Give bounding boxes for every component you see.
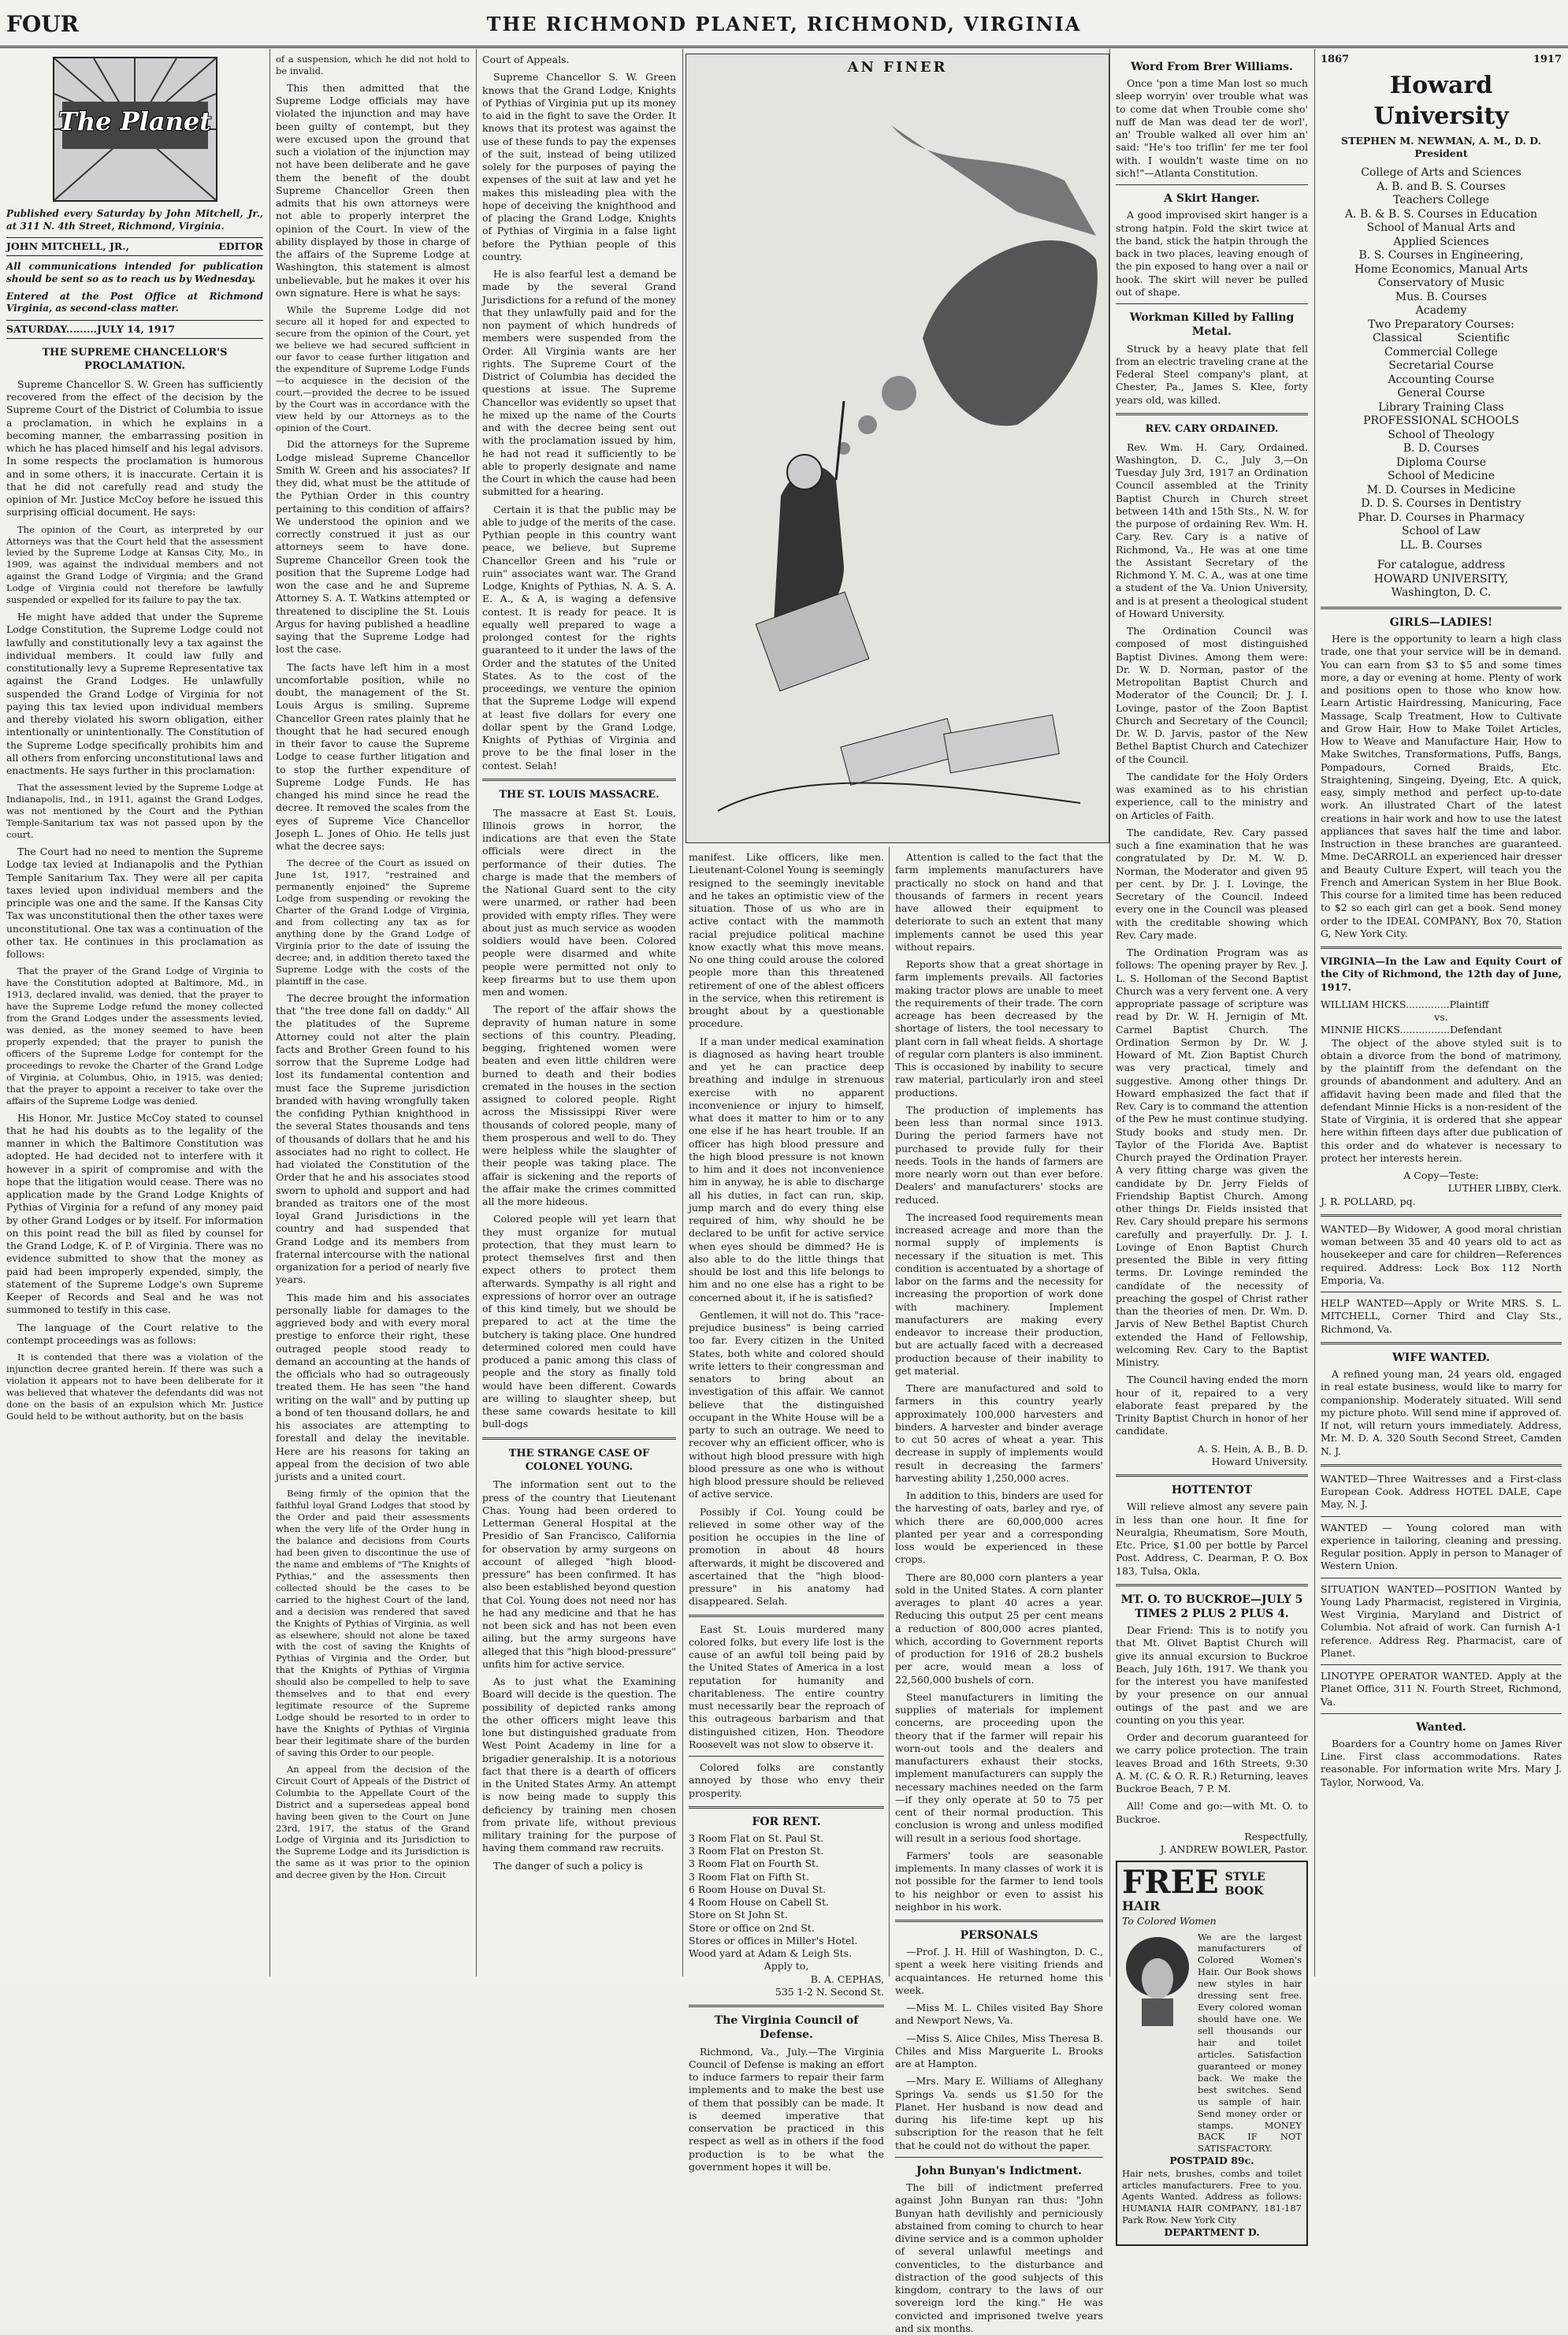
article-paragraph: There are 80,000 corn planters a year sold in the United States. A corn planter averages to plant 40 acres a year. Reducing this output 25 per cent means a reduction of 800,000 acres planted, which, according to Government reports of production for 1916 of 28.2 bushels per acre, would mean a loss of 22,560,000 bushels of corn. bbox=[895, 1571, 1103, 1686]
column-1 bbox=[6, 54, 263, 1969]
article-paragraph: The bill of indictment preferred against John Bunyan ran thus: "John Bunyan hath devilishly and perniciously abstained from coming to church to hear divine service and is a common upholder of several unlawful meetings and conventicles, to the disturbance and distraction of the good subjects of this kingdom, contrary to the laws of our sovereign lord the king." He was convicted and imprisoned twelve years and six months. bbox=[895, 2181, 1103, 2334]
course-line: School of Medicine bbox=[1388, 470, 1495, 483]
advert-text: Will relieve almost any severe pain in less than one hour. It fine for Neuralgia, Rheumatism, Sore Mouth, Etc. Price, $1.00 per bottle by Parcel Post. Address, C. Dearman, P. O. Box 183, Tulsa, Okla. bbox=[1116, 1500, 1308, 1577]
article-heading: A Skirt Hanger. bbox=[1164, 192, 1260, 206]
article-heading: The Virginia Council of Defense. bbox=[714, 2014, 859, 2042]
cartoon-title: AN FINER bbox=[847, 59, 948, 76]
article-paragraph: In addition to this, binders are used for the harvesting of oats, barley and rye, of which there are 60,000,000 acres planted per year and a corresponding loss would be experienced in these crops. bbox=[895, 1489, 1103, 1566]
article-heading: John Bunyan's Indictment. bbox=[916, 2164, 1082, 2177]
article-paragraph: The massacre at East St. Louis, Illinois grows in horror, the indications are that even the State officials were direct in the performance of their duties. The charge is made that the members of the National Guard sent to the city were unarmed, or rather had been provided with empty rifles. They were about just as much service as wooden soldiers would have been. Colored people were disarmed and white people were permitted not only to keep firearms but to use them upon men and women. bbox=[482, 806, 676, 998]
personal-item: —Miss M. L. Chiles visited Bay Shore and Newport News, Va. bbox=[895, 2002, 1103, 2027]
advert-heading: GIRLS—LADIES! bbox=[1389, 615, 1493, 629]
classified-ad: WANTED—Three Waitresses and a First-class European Cook. Address HOTEL DALE, Cape May, N. J. bbox=[1321, 1472, 1562, 1511]
advert-agents: Hair nets, brushes, combs and toilet articles manufacturers. Free to you. Agents Wanted. Address as follows: HUMANIA HAIR COMPANY, 181-187 Park Row. New York City bbox=[1122, 2167, 1302, 2226]
column-rule bbox=[476, 49, 477, 1976]
article-heading: THE SUPREME CHANCELLOR'S PROCLAMATION. bbox=[42, 347, 228, 372]
article-paragraph: Gentlemen, it will not do. This "race-prejudice business" is being carried too far. Every citizen in the United States, both white and colored should write letters to their congressman and senators to bring about an investigation of this affair. We cannot believe that the distinguished occupant in the White House will be a party to such an outrage. We need to recover why an efficient officer, who is without high blood pressure with high blood pressure as one who is without high blood pressure should be relieved of active service. bbox=[689, 1308, 884, 1500]
column-2 bbox=[276, 54, 470, 1969]
howard-course-list bbox=[1321, 166, 1562, 552]
advert-body bbox=[1122, 1932, 1302, 2155]
course-line: Conservatory of Music bbox=[1377, 277, 1505, 290]
divider bbox=[689, 1806, 884, 1809]
divider bbox=[1116, 303, 1308, 304]
advert-department: DEPARTMENT D. bbox=[1164, 2226, 1260, 2239]
entered-note: Entered at the Post Office at Richmond Virginia, as second-class matter. bbox=[6, 290, 263, 314]
hair-portrait-icon bbox=[1122, 1932, 1193, 2026]
article-paragraph: Supreme Chancellor S. W. Green has sufficiently recovered from the effect of the decision by the Supreme Court of the District of Columbia to issue a proclamation, in which he explains in a becoming manner, the embarrassing position in which he has placed himself and his legal advisors. In some respects the proclamation is humorous and in some others, it is inaccurate. Certain it is that he did not carefully read and study the opinion of Mr. Justice McCoy before he issued this surprising official document. He says: bbox=[6, 377, 263, 519]
quoted-paragraph: An appeal from the decision of the Circuit Court of Appeals of the District of Columbia to the Appellate Court of the District and a supersedeas appeal bond having been given to the Court on June 23rd, 1917, the status of the Grand Lodge of Virginia and its Jurisdiction to the Supreme Lodge and its Jurisdiction is the same as it was prior to the opinion and decree given by the Hon. Circuit bbox=[276, 1763, 470, 1881]
course-line: Secretarial Course bbox=[1388, 359, 1494, 373]
classified-ad: A refined young man, 24 years old, engaged in real estate business, would like to marry for companionship. Moderately situated. Will send my picture photo. Will send mine if approved of. If not, will return yours immediately. Address, Mr. M. D. A. 320 South Second Street, Camden N. J. bbox=[1321, 1368, 1562, 1457]
year-end: 1917 bbox=[1533, 54, 1562, 65]
column-7 bbox=[1321, 54, 1562, 1969]
article-paragraph: The facts have left him in a most uncomfortable position, while no doubt, the management of the St. Louis Argus is smiling. Supreme Chancellor Green rates plainly that he thought that he had secured enough in their favor to cause the Supreme Lodge to cease further litigation and to stop the further expenditure of Supreme Lodge Funds. He has changed his mind since he read the decree. It removed the scales from the eyes of Supreme Vice Chancellor Joseph L. Jones of Ohio. He tells just what the decree says: bbox=[276, 660, 470, 853]
legal-text: The object of the above styled suit is to obtain a divorce from the bond of matrimony, by the plaintiff from the defendant on the grounds of abandonment and adultery. And an affidavit having been made and filed that the defendant Minnie Hicks is a non-resident of the State of Virginia, it is ordered that she appear here within fifteen days after due publication of this order and do whatever is necessary to protect her interests herein. bbox=[1321, 1036, 1562, 1164]
divider bbox=[1321, 1464, 1562, 1467]
for-rent-item: Wood yard at Adam & Leigh Sts. bbox=[689, 1947, 853, 1960]
article-paragraph: This made him and his associates personally liable for damages to the aggrieved body and with every moral prestige to enforce their right, these outraged people stood ready to demand an accounting at the hands of the officials who had so outrageously treated them. He has seen "the hand writing on the wall" and by putting up a bond of ten thousand dollars, he and his associates are attempting to forestall and delay the inevitable. Here are his reasons for taking an appeal from the decision of two able jurists and a united court. bbox=[276, 1291, 470, 1482]
masthead-logo bbox=[53, 57, 217, 202]
article-paragraph: The Ordination Council was composed of most distinguished Baptist Divines. Among them were: Dr. W. D. Norman, pastor of the Metropolitan Baptist Church and Moderator of the Council; Dr. J. I. Lovinge, pastor of the Zoon Baptist Church and Secretary of the Council; Dr. W. D. Jarvis, pastor of the New Bethel Baptist Church and Catechizer of the Council. bbox=[1116, 625, 1308, 765]
course-line: School of Manual Arts and bbox=[1366, 221, 1516, 235]
course-line: College of Arts and Sciences bbox=[1361, 166, 1522, 180]
article-paragraph: His Honor, Mr. Justice McCoy stated to counsel that he had his doubts as to the legality of the manner in which the Baltimore Constitution was adopted. He had decided not to interfere with it however in a spirit of compromise and with the hope that the litigation would cease. There was no application made by the Grand Lodge Knights of Pythias of Virginia for a refund of any money paid by other Grand Lodges or by itself. For information on this point read the bill as filed by counsel for the Grand Lodge, K. of P. of Virginia. There was no evidence submitted to show that the money as paid had been improperly expended, simply, the statement of the Supreme Lodge's own Supreme Keeper of Records and Seal and he was not summoned to testify in this case. bbox=[6, 1111, 263, 1316]
course-line: Applied Sciences bbox=[1393, 235, 1489, 248]
page-header bbox=[0, 0, 1568, 48]
course-line: Mus. B. Courses bbox=[1395, 290, 1488, 303]
article-paragraph: Certain it is that the public may be able to judge of the merits of the case. Pythian people in this country want peace, we believe, but Supreme Chancellor Green and his "rule or ruin" associates want war. The Grand Lodge, Knights of Pythias, N. A. S. A. E. A., & A, is waging a defensive contest. It is ready for peace. It is equally well prepared to wage a prolonged contest for the rights guaranteed to it under the laws of the Order and the statutes of the United States. As to the cost of the proceedings, we venture the opinion that the Supreme Lodge will expend at least five dollars for every one dollar spent by the Grand Lodge, Knights of Pythias of Virginia and prove to be the final loser in the contest. Selah! bbox=[482, 503, 676, 772]
advert-header bbox=[1122, 1864, 1302, 1902]
column-rule bbox=[269, 49, 270, 1976]
article-paragraph: The candidate, Rev. Cary passed such a fine examination that he was congratulated by Dr. M. W. D. Norman, the Moderator and given 95 per cent. by Dr. J. I. Lovinge, the Secretary of the Council. Indeed every one in the Council was pleased with the creditable showing which Rev. Cary made. bbox=[1116, 826, 1308, 941]
classified-ad: SITUATION WANTED—POSITION Wanted by Young Lady Pharmacist, registered in Virginia, West Virginia, Maryland and District of Columbia. Not afraid of work. Can furnish A-1 reference. Address Reg. Pharmacist, care of Planet. bbox=[1321, 1582, 1562, 1659]
hair-advert bbox=[1116, 1861, 1308, 2245]
course-line: Commercial College bbox=[1384, 345, 1498, 359]
divider bbox=[1321, 1664, 1562, 1665]
issue-date: SATURDAY.........JULY 14, 1917 bbox=[6, 320, 263, 339]
divider bbox=[1321, 607, 1562, 609]
article-heading: MT. O. TO BUCKROE—JULY 5 TIMES 2 PLUS 2 PLUS 4. bbox=[1120, 1593, 1303, 1621]
article-paragraph: The candidate for the Holy Orders was examined as to his christian experience, call to the ministry and on Articles of Faith. bbox=[1116, 770, 1308, 821]
divider bbox=[1321, 1342, 1562, 1344]
article-paragraph: He might have added that under the Supreme Lodge Constitution, the Supreme Lodge could not lawfully and constitutionally levy a tax against the individual members. It could law fully and constitutionally levy a Supreme Representative tax against the Grand Lodges. He unlawfully suspended the Grand Lodge of Virginia for not paying this tax levied upon individual members and thereby violated his sworn obligation, either intentionally or unintentionally. The Constitution of the Supreme Lodge specifically prohibits him and all others from enforcing unconstitutional laws and enactments. He says further in this proclamation: bbox=[6, 611, 263, 777]
article-paragraph: Steel manufacturers in limiting the supplies of materials for implement concerns, are proceeding upon the theory that if the farmer will repair his worn-out tools and the dealers and manufacturers exhaust their stocks, implement manufacturers can supply the necessary machines needed on the farm—if they only operate at 50 to 75 per cent of their normal production. This conclusion is wrong and unless modified will result in a serious food shortage. bbox=[895, 1690, 1103, 1844]
newspaper-title: THE RICHMOND PLANET, RICHMOND, VIRGINIA bbox=[486, 13, 1082, 35]
for-rent-address: 535 1-2 N. Second St. bbox=[775, 1985, 884, 1998]
legal-defendant: MINNIE HICKS................Defendant bbox=[1321, 1024, 1503, 1036]
personal-item: —Mrs. Mary E. Williams of Alleghany Springs Va. sends us $1.50 for the Planet. Her husband is now dead and during his life-time kept up his subscription for the reason that he felt that he could not do without the paper. bbox=[895, 2075, 1103, 2151]
article-paragraph: East St. Louis murdered many colored folks, but every life lost is the cause of an awful toll being paid by the United States of America in a lost reputation for humanity and charitableness. The entire country must necessarily bear the reproach of this outrageous barbarism and that distinguished citizen, Hon. Theodore Roosevelt was not slow to observe it. bbox=[689, 1623, 884, 1750]
advert-free: FREE bbox=[1122, 1864, 1219, 1902]
article-paragraph: Colored people will yet learn that they must organize for mutual protection, that they must learn to protect themselves first and then expect others to protect them afterwards. Sympathy is all right and expressions of horror over an outrage of this kind timely, but we should be prepared to act at the time the butchery is taking place. One hundred determined colored men could have produced a panic among this class of people and the story as finally told would have been different. Cowards are willing to slaughter sheep, but these same cowards hesitate to kill bull-dogs bbox=[482, 1213, 676, 1430]
signature: Respectfully, bbox=[1244, 1830, 1308, 1842]
quoted-paragraph: That the assessment levied by the Supreme Lodge at Indianapolis, Ind., in 1911, against the Grand Lodges, was not mentioned by the Court and the Pythian Temple-Sanitarium tax was not passed upon by the court. bbox=[6, 782, 263, 841]
article-paragraph: The increased food requirements mean increased acreage and more than the normal supply of implements is necessary if the situation is met. This condition is accentuated by a shortage of labor on the farms and the necessity for increasing the proportion of work done with machinery. Implement manufacturers are making every endeavor to increase their production, but are actually faced with a decreased production because of their inability to get material. bbox=[895, 1210, 1103, 1377]
classified-ad: LINOTYPE OPERATOR WANTED. Apply at the Planet Office, 311 N. Fourth Street, Richmond, Va. bbox=[1321, 1670, 1562, 1708]
howard-president: STEPHEN M. NEWMAN, A. M., D. D. bbox=[1341, 134, 1541, 147]
article-paragraph: As to just what the Examining Board will decide is the question. The possibility of depicted ranks among the other officers might leave this lone but distinguished graduate from West Point Academy in line for a brigadier generalship. It is a notorious fact that there is a dearth of officers in the United States Army. An attempt is now being made to supply this deficiency by training men chosen from private life, without previous military training for the purpose of having them command raw recruits. bbox=[482, 1675, 676, 1854]
cartoon-illustration-icon bbox=[686, 54, 1109, 842]
for-rent-item: 6 Room House on Duval St. bbox=[689, 1883, 827, 1895]
course-line: A. B. and B. S. Courses bbox=[1377, 180, 1506, 193]
quoted-paragraph: The decree of the Court as issued on June 1st, 1917, "restrained and permanently enjoined" the Supreme Lodge from suspending or revoking the Charter of the Grand Lodge of Virginia, and from collecting any tax as for anything done by the Grand Lodge of Virginia prior to the date of issuing the decree; and, in addition thereto taxed the Supreme Lodge with the costs of the plaintiff in the case. bbox=[276, 857, 470, 987]
divider bbox=[482, 1437, 676, 1440]
for-rent-item: 3 Room Flat on Preston St. bbox=[689, 1845, 824, 1857]
for-rent-item: 3 Room Flat on Fourth St. bbox=[689, 1857, 819, 1870]
article-paragraph: Court of Appeals. bbox=[482, 54, 570, 65]
communications-note: All communications intended for publication should be sent so as to reach us by Wednesday. bbox=[6, 261, 263, 285]
catalog-line: Washington, D. C. bbox=[1391, 586, 1492, 600]
quoted-paragraph: Being firmly of the opinion that the faithful loyal Grand Lodges that stood by the Order and paid their assessments when the very life of the Order hung in the balance and decisions from Courts had been given to discontinue the use of the name and emblems of "The Knights of Pythias," and the assessments then collected should be the cases to be carried to the highest Court of the land, and a decision was rendered that saved the Knights of Pythias of Virginia, as well as elsewhere, should not alone be taxed with the cost of saving the Knights of Pythias of Virginia and the Order, but that the Knights of Pythias of Virginia should also be compelled to help to save themselves and to that end every legitimate resource of the Supreme Lodge should be resorted to in order to have the Knights of Pythias of Virginia bear their legitimate share of the burden of saving this Order to our people. bbox=[276, 1488, 470, 1758]
quoted-paragraph: That the prayer of the Grand Lodge of Virginia to have the Constitution adopted at Baltimore, Md., in 1913, declared invalid, was denied, that the prayer to have the Supreme Lodge refund the money collected from the Grand Lodges under the assessments levied, was denied, as the money seemed to have been properly expended; that the prayer to punish the officers of the Supreme Lodge for contempt for the proceedings to revoke the Charter of the Grand Lodge of Virginia, at Columbus, Ohio, in 1915, was denied; that the prayer to appoint a receiver to take over the affairs of the Supreme Lodge was denied. bbox=[6, 965, 263, 1106]
column-rule bbox=[889, 847, 890, 1976]
course-line: Teachers College bbox=[1393, 194, 1489, 207]
article-heading: THE ST. LOUIS MASSACRE. bbox=[499, 788, 660, 801]
classified-heading: WIFE WANTED. bbox=[1392, 1351, 1490, 1364]
legal-pq: J. R. POLLARD, pq. bbox=[1321, 1195, 1416, 1207]
course-line: Library Training Class bbox=[1378, 400, 1504, 414]
column-6 bbox=[1116, 54, 1308, 2239]
for-rent-item: Store or office on 2nd St. bbox=[689, 1921, 815, 1934]
article-paragraph: The production of implements has been less than normal since 1913. During the period farmers have not purchased to provide fully for their needs. Tools in the hands of farmers are more nearly worn out than ever before. Dealers' and manufacturers' stocks are reduced. bbox=[895, 1103, 1103, 1206]
advert-text: We are the largest manufacturers of Colored Women's Hair. Our Book shows new styles in hair dressing sent free. Every colored woman should have one. We sell thousands our hair and toilet articles. Satisfaction guaranteed or money back. We make the best switches. Send us sample of hair. Send money order or stamps. MONEY BACK IF NOT SATISFACTORY. bbox=[1198, 1931, 1302, 2155]
course-line: Home Economics, Manual Arts bbox=[1354, 262, 1528, 276]
course-line: B. S. Courses in Engineering, bbox=[1358, 249, 1524, 262]
course-line: A. B. & B. S. Courses in Education bbox=[1344, 207, 1538, 221]
classified-ad: HELP WANTED—Apply or Write MRS. S. L. MITCHELL, Corner Third and Clay Sts., Richmond, Va. bbox=[1321, 1297, 1562, 1335]
course-line: Phar. D. Courses in Pharmacy bbox=[1358, 511, 1525, 524]
howard-name: Howard University bbox=[1373, 71, 1509, 130]
page-number: FOUR bbox=[6, 11, 79, 37]
classified-heading: Wanted. bbox=[1416, 1720, 1466, 1734]
masthead-logo-text: The Planet bbox=[58, 106, 211, 136]
course-line: M. D. Courses in Medicine bbox=[1366, 483, 1516, 496]
article-paragraph: Order and decorum guaranteed for we carry police protection. The train leaves Broad and 16th Streets, 9:30 A. M. (C. & O. R. R.) Returning, leaves Buckroe Beach, 7 P. M. bbox=[1116, 1731, 1308, 1795]
legal-notice-title: VIRGINIA—In the Law and Equity Court of the City of Richmond, the 12th day of June, 1917. bbox=[1321, 955, 1562, 993]
course-line: Classical Scientific bbox=[1372, 332, 1510, 345]
for-rent-item: Stores or offices in Miller's Hotel. bbox=[689, 1934, 858, 1946]
article-paragraph: Struck by a heavy plate that fell from an electric traveling crane at the Federal Steel company's plant, at Chester, Pa., James S. Klee, forty years old, was killed. bbox=[1116, 342, 1308, 406]
column-4 bbox=[689, 851, 884, 2173]
signature: A. S. Hein, A. B., B. D. bbox=[1197, 1442, 1308, 1455]
course-line: LL. B. Courses bbox=[1399, 538, 1483, 552]
divider bbox=[895, 2157, 1103, 2158]
advert-hair: HAIR bbox=[1122, 1898, 1161, 1914]
article-paragraph: The language of the Court relative to the contempt proceedings was as follows: bbox=[6, 1321, 263, 1346]
divider bbox=[1116, 413, 1308, 415]
article-paragraph: The Court had no need to mention the Supreme Lodge tax levied at Indianapolis and the Pythian Temple Sanitarium Tax. They were all per capita taxes levied upon individual members and the principle was one and the same. If the Kansas City Tax was unconstitutional then the other taxes were unconstitutional. One tax was a continuation of the other tax. He continues in this proclamation as follows: bbox=[6, 846, 263, 961]
legal-vs: vs. bbox=[1434, 1011, 1448, 1024]
article-paragraph: Dear Friend: This is to notify you that Mt. Olivet Baptist Church will give its annual excursion to Buckroe Beach, July 16th, 1917. We thank you for the interest you have manifested by your presence on our annual outings of the past and we are counting on you this year. bbox=[1116, 1624, 1308, 1726]
course-line: Accounting Course bbox=[1388, 373, 1495, 386]
for-rent-item: 3 Room Flat on St. Paul St. bbox=[689, 1831, 824, 1844]
editor-line bbox=[6, 237, 263, 256]
article-paragraph: Attention is called to the fact that the farm implements manufacturers have practically no stock on hand and that thousands of farmers in recent years have allowed their equipment to deteriorate to such an extent that many implements cannot be used this year without repairs. bbox=[895, 851, 1103, 953]
article-paragraph: There are manufactured and sold to farmers in this country yearly approximately 100,000 harvesters and binders. A harvester and binder average to cut 50 acres of wheat a year. This decrease in supply of implements would result in decreasing the farmers' harvesting ability 1,250,000 acres. bbox=[895, 1382, 1103, 1484]
article-paragraph: This then admitted that the Supreme Lodge officials may have violated the injunction and may have been guilty of contempt, but they were excused upon the ground that such a violation of the injunction may not have been deliberate and he gave them the benefit of the doubt Supreme Chancellor Green then admits that his own attorneys were not able to properly interpret the opinion of the Court. In view of the ability displayed by those in charge of the affairs of the Supreme Lodge at Washington, this statement is almost unbelievable, but he makes it over his own signature. Here is what he says: bbox=[276, 81, 470, 299]
article-heading: THE STRANGE CASE OF COLONEL YOUNG. bbox=[508, 1447, 650, 1473]
for-rent-item: 4 Room House on Cabell St. bbox=[689, 1896, 829, 1909]
signature-affiliation: Howard University. bbox=[1211, 1455, 1308, 1467]
course-line: B. D. Courses bbox=[1403, 442, 1480, 455]
for-rent-item: 3 Room Flat on Fifth St. bbox=[689, 1870, 809, 1883]
article-paragraph: manifest. Like officers, like men. Lieutenant-Colonel Young is seemingly resigned to the seemingly inevitable and he takes an optimistic view of the situation. Those of us who are in active contact with the mammoth racial prejudice political machine know exactly what this move means. No one thing could arouse the colored people more than this threatened retirement of one of the ablest officers in the service, when this retirement is brought about by a questionable procedure. bbox=[689, 851, 884, 1030]
course-line: PROFESSIONAL SCHOOLS bbox=[1363, 415, 1519, 428]
howard-years bbox=[1321, 54, 1562, 67]
course-line: School of Law bbox=[1402, 525, 1481, 538]
divider bbox=[1321, 1214, 1562, 1217]
article-paragraph: of a suspension, which he did not hold to be invalid. bbox=[276, 54, 470, 76]
course-line: D. D. S. Courses in Dentistry bbox=[1361, 497, 1522, 511]
article-paragraph: Supreme Chancellor S. W. Green knows that the Grand Lodge, Knights of Pythias of Virginia put up its money to aid in the fight to save the Order. It knows that its protest was against the use of these funds to pay the expenses of the suit, instead of being utilized solely for the purposes of paying the expenses of the suit at law and yet he makes this misleading plea with the hope of deceiving the knighthood and of placing the Grand Lodge, Knights of Pythias of Virginia in a false light before the Pythian people of this country. bbox=[482, 71, 676, 262]
article-heading: REV. CARY ORDAINED. bbox=[1145, 422, 1279, 435]
divider bbox=[689, 1615, 884, 1617]
divider bbox=[482, 779, 676, 781]
column-rule bbox=[1314, 49, 1315, 1976]
classified-ad: WANTED — Young colored man with experience in tailoring, cleaning and pressing. Regular position. Apply in person to Manager of Western Union. bbox=[1321, 1521, 1562, 1572]
article-paragraph: The Ordination Program was as follows: The opening prayer by Rev. J. L. S. Holloman of the Second Baptist Church was a very fervent one. A very appropriate passage of scripture was read by Dr. W. H. Jernigin of Mt. Carmel Baptist Church. The Ordination Sermon by Dr. W. J. Howard of Mt. Zion Baptist Church was very practical, timely and suggestive. Among other things Dr. Howard emphasized the fact that if Rev. Cary is to command the attention of the Pew he must continue studying. Study books and study men. Dr. Taylor of the Florida Ave. Baptist Church prayed the Ordination Prayer. A very fitting charge was given the candidate by Dr. Jerry Fields of Friendship Baptist Church. Among other things Dr. Fields insisted that Rev. Cary should prepare his sermons carefully and prayerfully. Dr. J. I. Lovinge of Enon Baptist Church presented the Bible in very fitting terms. Dr. Lovinge reminded the candidate of the necessity of preaching the gospel of Christ rather than the theories of men. Dr. Wm. D. Jarvis of New Bethel Baptist Church extended the Hand of Fellowship, welcoming Rev. Cary to the Baptist Ministry. bbox=[1116, 946, 1308, 1369]
article-paragraph: Richmond, Va., July.—The Virginia Council of Defense is making an effort to induce farmers to repair their farm implements and to make the best use of them that possibly can be made. It is deemed imperative that conservation be practiced in this respect as well as in others if the food production is to be what the government hopes it will be. bbox=[689, 2045, 884, 2173]
for-rent-list bbox=[689, 1832, 884, 1961]
course-line: Academy bbox=[1415, 304, 1467, 318]
divider bbox=[1116, 1474, 1308, 1477]
editor-name: JOHN MITCHELL, JR., bbox=[6, 240, 129, 253]
for-rent-name: B. A. CEPHAS, bbox=[810, 1972, 884, 1985]
divider bbox=[1116, 184, 1308, 185]
article-paragraph: Farmers' tools are seasonable implements. In many classes of work it is not possible for the farmer to lend tools to his neighbor or even to assist his neighbor in his work. bbox=[895, 1849, 1103, 1913]
article-paragraph: He is also fearful lest a demand be made by the several Grand Jurisdictions for a refund of the money that they unlawfully paid and for the non payment of which hundreds of members were suspended from the Order. All Virginia wants are her rights. The Supreme Court of the District of Columbia has decided the questions at issue. The Supreme Chancellor was evidently so upset that he mixed up the name of the Courts and with the decree being sent out with the proclamation issued by him, he had not read it sufficiently to be able to properly designate and name the Court in which the cause had been submitted for a hearing. bbox=[482, 268, 676, 498]
article-paragraph: The decree brought the information that "the tree done fall on daddy." All the platitudes of the Supreme Attorney could not alter the plain facts and Brother Green found to his sorrow that the Supreme Lodge had lost its fundamental contention and must face the Supreme jurisdiction branded with having wrongfully taken the confiding Pythian knighthood in the several States thousands and tens of thousands of dollars that he and his associates had no right to collect. He had violated the Constitution of the Order that he and his associates stood sworn to uphold and support and had branded as traitors one of the most loyal Grand Jurisdictions in the country and had suspended that Grand Lodge and its members from fraternal intercourse with the national organization for a period of nearly five years. bbox=[276, 991, 470, 1286]
article-heading: Word From Brer Williams. bbox=[1131, 61, 1293, 73]
catalog-line: HOWARD UNIVERSITY, bbox=[1373, 572, 1509, 586]
divider bbox=[689, 2005, 884, 2007]
article-heading: Workman Killed by Falling Metal. bbox=[1129, 311, 1295, 339]
advert-price: POSTPAID 89c. bbox=[1169, 2155, 1254, 2167]
article-paragraph: All! Come and go:—with Mt. O. to Buckroe. bbox=[1116, 1800, 1308, 1825]
legal-copy: A Copy—Teste: bbox=[1403, 1169, 1479, 1182]
column-5 bbox=[895, 851, 1103, 2334]
advert-heading: HOTTENTOT bbox=[1171, 1484, 1253, 1497]
advert-text: Here is the opportunity to learn a high class trade, one that your service will be in demand. You can earn from $3 to $5 and some times more, a day or evening at home. Plenty of work and positions open to those who know how. Learn Artistic Hairdressing, Manicuring, Face Massage, Scalp Treatment, How to Cultivate and Grow Hair, How to Make Toilet Articles, How to Weave and Manufacture Hair, How to Make Switches, Transformations, Puffs, Bangs, Pompadours, Corned Braids, Etc. Straightening, Singeing, Dyeing, Etc. A quick, easy, simply method and perfect up-to-date work. An illustrated Chart of the latest creations in hair work and how to use the latest appliances that saves half the time and labor. Instruction in these branches are guaranteed. Mme. DeCARROLL an experienced hair dresser and Beauty Culture Expert, will teach you the French and American System in her Blue Book. This course for a limited time has been reduced to $2 so each girl can get a book. Send money order to the IDEAL COMPANY, Box 70, Station G, New York City. bbox=[1321, 633, 1562, 939]
classified-ad: Boarders for a Country home on James River Line. First class accommodations. Rates reasonable. For information write Mrs. Mary J. Taylor, Norwood, Va. bbox=[1321, 1737, 1562, 1788]
course-line: Two Preparatory Courses: bbox=[1368, 318, 1514, 331]
signature: J. ANDREW BOWLER, Pastor. bbox=[1160, 1843, 1308, 1856]
article-paragraph: The danger of such a policy is bbox=[493, 1859, 643, 1872]
column-3 bbox=[482, 54, 676, 1969]
quoted-paragraph: It is contended that there was a violation of the injunction decree granted herein. If there was such a violation it appears not to have been deliberate for it was believed that whatever the defendants did was not done on the basis of an expulsion which Mr. Justice Gould held to be without authority, but on the basis bbox=[6, 1352, 263, 1422]
course-line: General Course bbox=[1397, 387, 1485, 400]
quoted-paragraph: While the Supreme Lodge did not secure all it hoped for and expected to secure from the opinion of the Court, yet we believe we had secured sufficient in our favor to cease further litigation and the expenditure of Supreme Lodge Funds—to acquiesce in the decision of the court,—provided the decree to be issued by the Court was in accordance with the view held by our Attorneys as to the opinion of the Court. bbox=[276, 304, 470, 433]
article-paragraph: The Council having ended the morn hour of it, repaired to a very elaborate feast prepared by the Trinity Baptist Church in honor of her candidate. bbox=[1116, 1374, 1308, 1437]
article-paragraph: Did the attorneys for the Supreme Lodge mislead Supreme Chancellor Smith W. Green and his associates? If they did, what must be the attitude of the Pythian Order in this country pertaining to this condition of affairs? We understood the opinion and we correctly construed it just as our attorneys seem to have done. Supreme Chancellor Green took the position that the Supreme Lodge had won the case and he and Supreme Attorney S. A. T. Watkins attempted or threatened to discipline the St. Louis Argus for having published a headline saying that the Supreme Lodge had lost the case. bbox=[276, 438, 470, 656]
divider bbox=[689, 1756, 884, 1757]
column-rule bbox=[1109, 49, 1110, 1976]
divider bbox=[895, 1920, 1103, 1922]
course-line: Diploma Course bbox=[1396, 455, 1486, 469]
advert-style-book: STYLE BOOK bbox=[1224, 1871, 1265, 1898]
divider bbox=[1321, 1516, 1562, 1517]
article-paragraph: If a man under medical examination is diagnosed as having heart trouble and yet he can practice deep breathing and indulge in strenuous exercise with no apparent inconvenience or injury to himself, what does it matter to him or to any one else if he has heart trouble. If an officer has high blood pressure and the high blood pressure is not known to him and it does not inconvenience him in anyway, he is able to discharge all his duties, in fact can run, skip, jump march and do every thing else required of him, why should he be declared to be unfit for active service when eyes should be dimmed? He is also able to do the little things that should be lost and this life belongs to him and no one else has a right to be concerned about it, if he is satisfied? bbox=[689, 1035, 884, 1303]
howard-catalog bbox=[1321, 559, 1562, 600]
personals-heading: PERSONALS bbox=[960, 1929, 1039, 1942]
divider bbox=[1321, 946, 1562, 949]
divider bbox=[1321, 1713, 1562, 1714]
quoted-paragraph: The opinion of the Court, as interpreted by our Attorneys was that the Court held that the assessment levied by the Supreme Lodge at Kansas City, Mo., in 1909, was against the individual members and not against the Grand Lodge of Virginia; and the Grand Lodge of Virginia could not therefore be lawfully suspended or expelled for its failure to pay the tax. bbox=[6, 523, 263, 606]
article-paragraph: Once 'pon a time Man lost so much sleep worryin' over trouble what was to come dat when Trouble come sho' nuff de Man was dead ter de worl', an' Trouble walked all over him an' said: "He's too triflin' fer me ter fool with. I wouldn't waste time on no sich!"—Atlanta Constitution. bbox=[1116, 77, 1308, 179]
catalog-line: For catalogue, address bbox=[1377, 559, 1506, 572]
for-rent-apply: Apply to, bbox=[764, 1960, 809, 1972]
article-paragraph: Reports show that a great shortage in farm implements prevails. All factories making tractor plows are unable to meet the requirements of their trade. The corn acreage has been decreased by the shortage of listers, the tool necessary to plant corn in fall wheat fields. A shortage of regular corn planters is also imminent. This is occasioned by inability to secure raw material, particularly iron and steel productions. bbox=[895, 958, 1103, 1099]
howard-president-label: President bbox=[1414, 147, 1468, 160]
column-rule bbox=[682, 49, 683, 1976]
year-start: 1867 bbox=[1321, 54, 1350, 65]
legal-clerk: LUTHER LIBBY, Clerk. bbox=[1447, 1182, 1562, 1195]
article-paragraph: Possibly if Col. Young could be relieved in some other way of the position he occupies in the line of promotion in about 48 hours afterwards, it might be discovered and ascertained that the "high blood-pressure" in his anatomy had disappeared. Selah. bbox=[689, 1505, 884, 1608]
article-paragraph: Colored folks are constantly annoyed by those who envy their prosperity. bbox=[689, 1761, 884, 1799]
personal-item: —Miss S. Alice Chiles, Miss Theresa B. Chiles and Miss Marguerite L. Brooks are at Hampton. bbox=[895, 2032, 1103, 2070]
for-rent-heading: FOR RENT. bbox=[752, 1815, 821, 1828]
publication-note: Published every Saturday by John Mitchell, Jr., at 311 N. 4th Street, Richmond, Virginia. bbox=[6, 208, 263, 232]
classified-ad: WANTED—By Widower, A good moral christian woman between 35 and 40 years old to act as housekeeper and care for children—References required. Address: Lock Box 112 North Emporia, Va. bbox=[1321, 1222, 1562, 1286]
editorial-cartoon bbox=[686, 54, 1109, 843]
divider bbox=[1116, 1584, 1308, 1586]
article-paragraph: Rev. Wm. H. Cary, Ordained. Washington, D. C., July 3,—On Tuesday July 3rd, 1917 an Ordination Council assembled at the Trinity Baptist Church in Church street between 14th and 15th Sts., N. W. for the purpose of ordaining Rev. Wm. H. Cary. Rev. Cary is a native of Richmond, Va., He was at one time the Assistant Secretary of the Richmond Y. M. C. A., was at one time a student of the Va. Union University, and is at present a theological student of Howard University. bbox=[1116, 441, 1308, 619]
article-paragraph: A good improvised skirt hanger is a strong hatpin. Fold the skirt twice at the band, stick the hatpin through the back in two places, leaving enough of the pin exposed to hang over a nail or hook. The skirt will never be pulled out of shape. bbox=[1116, 209, 1308, 298]
article-paragraph: The information sent out to the press of the country that Lieutenant Chas. Young had been ordered to Letterman General Hospital at the Presidio of San Francisco, California for observation by army surgeons on account of alleged "high blood-pressure" has been confirmed. It has also been established beyond question that Col. Young does not need nor has he had any medicine and that he has not been sick and has not been even ailing, but the army surgeons have alleged that this "high blood-pressure" unfits him for active service. bbox=[482, 1478, 676, 1670]
personal-item: —Prof. J. H. Hill of Washington, D. C., spent a week here visiting friends and acquaintances. He returned home this week. bbox=[895, 1946, 1103, 1996]
course-line: School of Theology bbox=[1388, 428, 1495, 441]
article-paragraph: The report of the affair shows the depravity of human nature in some sections of this country. Pleading, begging, frightened women were beaten and even little children were burned to death and their bodies cremated in the houses in the section assigned to colored people. Right across the Mississippi River were thousands of colored people, many of them prosperous and well to do. They were helpless while the slaughter of their people was taking place. The affair is sickening and the reports of the affair make the crimes committed all the more hideous. bbox=[482, 1003, 676, 1208]
for-rent-item: Store on St John St. bbox=[689, 1909, 788, 1921]
editor-label: EDITOR bbox=[218, 240, 263, 253]
legal-plaintiff: WILLIAM HICKS..............Plaintiff bbox=[1321, 998, 1489, 1010]
advert-women: To Colored Women bbox=[1122, 1915, 1217, 1928]
